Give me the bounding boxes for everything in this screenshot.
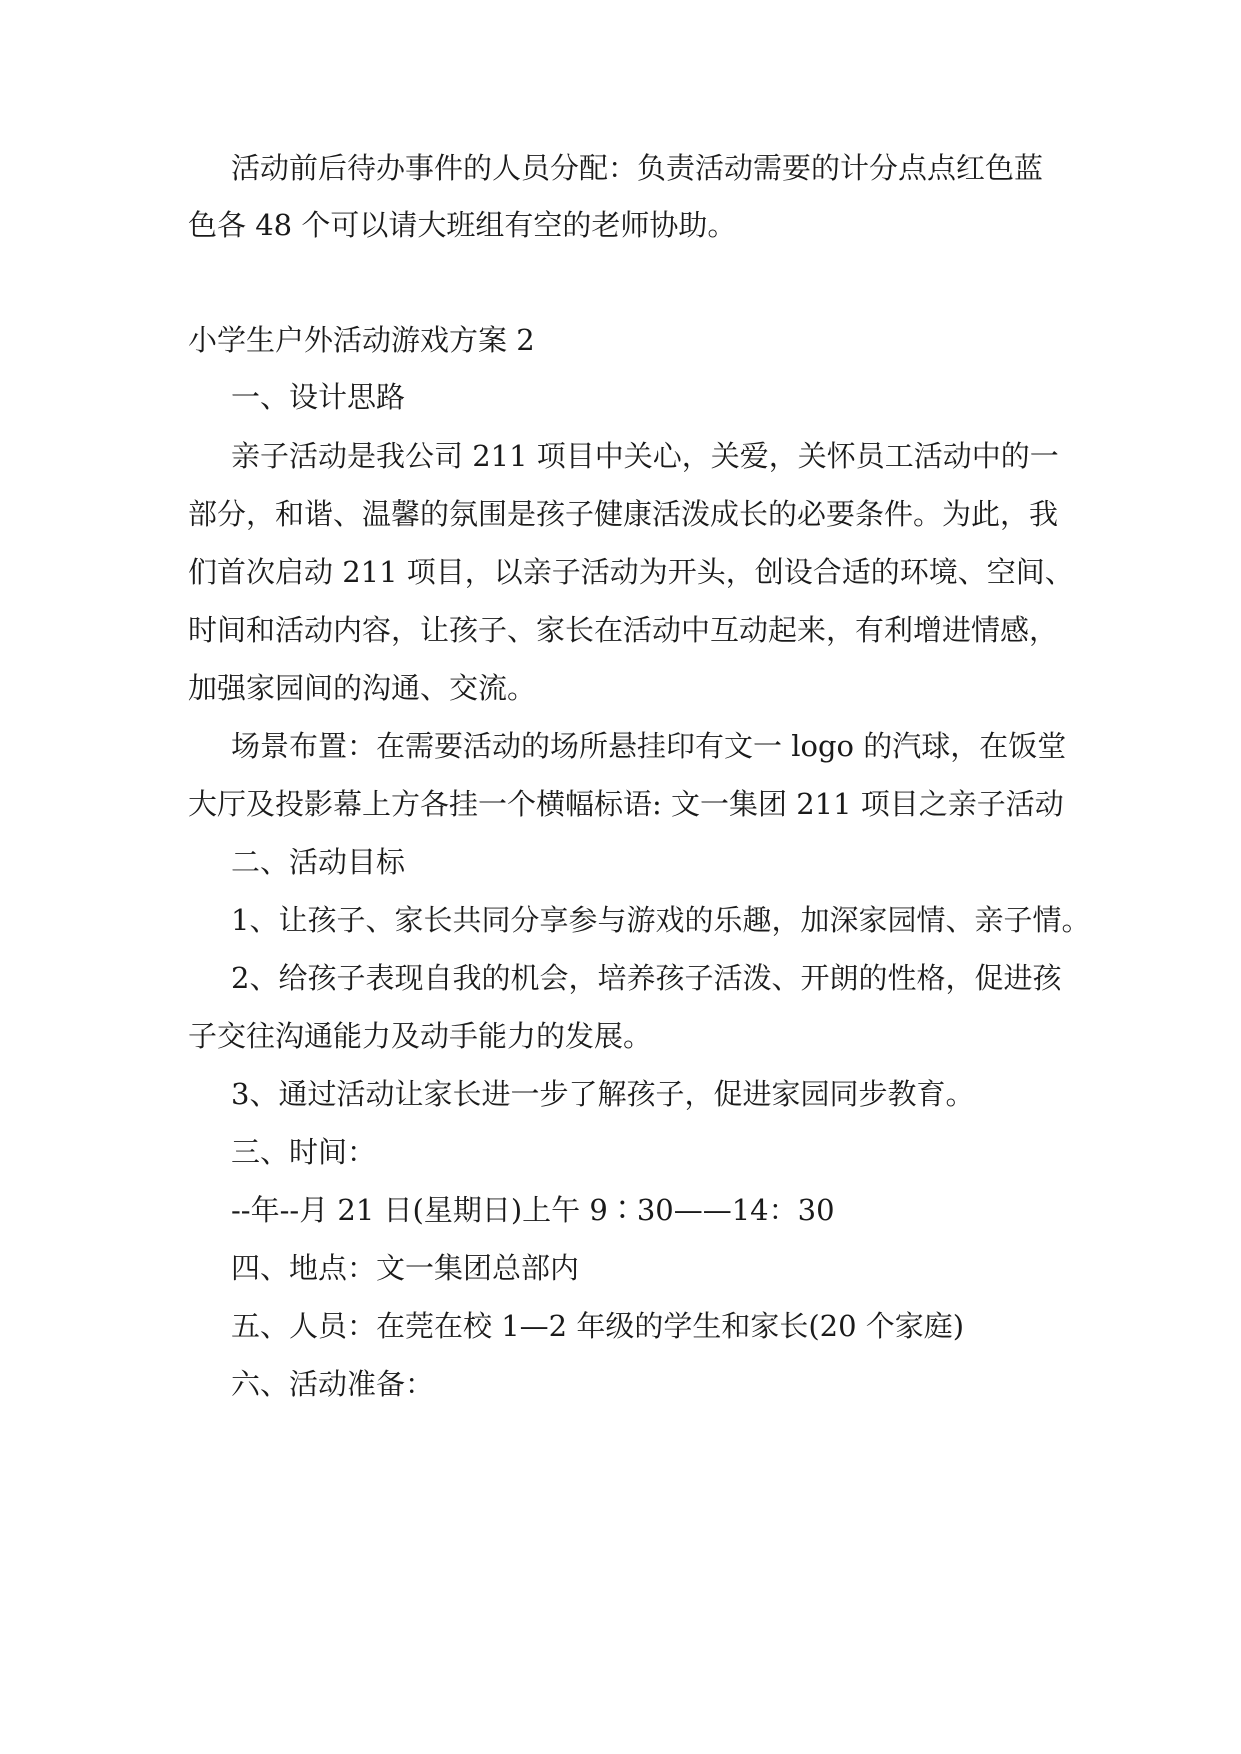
heading-time: 三、时间：: [231, 1135, 377, 1169]
body-text-line: 时间和活动内容，让孩子、家长在活动中互动起来，有利增进情感，: [188, 613, 1059, 647]
heading-activity-goals: 二、活动目标: [231, 845, 406, 879]
body-text-line: 亲子活动是我公司 211 项目中关心，关爱，关怀员工活动中的一: [231, 439, 1059, 473]
body-text-line: 活动前后待办事件的人员分配：负责活动需要的计分点点红色蓝: [231, 151, 1044, 185]
body-text-line: 加强家园间的沟通、交流。: [188, 671, 537, 705]
body-text-line: 们首次启动 211 项目，以亲子活动为开头，创设合适的环境、空间、: [188, 555, 1074, 589]
list-item-continuation: 子交往沟通能力及动手能力的发展。: [188, 1019, 653, 1053]
body-text-line: 色各 48 个可以请大班组有空的老师协助。: [188, 208, 737, 242]
list-item: 3、通过活动让家长进一步了解孩子，促进家园同步教育。: [231, 1077, 975, 1111]
heading-preparation: 六、活动准备：: [231, 1367, 435, 1401]
section-title: 小学生户外活动游戏方案 2: [188, 323, 535, 357]
heading-design-idea: 一、设计思路: [231, 380, 406, 414]
heading-participants: 五、人员：在莞在校 1—2 年级的学生和家长(20 个家庭): [231, 1309, 965, 1343]
body-text-line: 大厅及投影幕上方各挂一个横幅标语: 文一集团 211 项目之亲子活动: [188, 787, 1064, 821]
list-item: 1、让孩子、家长共同分享参与游戏的乐趣，加深家园情、亲子情。: [231, 903, 1091, 937]
list-item: 2、给孩子表现自我的机会，培养孩子活泼、开朗的性格，促进孩: [231, 961, 1062, 995]
body-text-line: 部分，和谐、温馨的氛围是孩子健康活泼成长的必要条件。为此，我: [188, 497, 1059, 531]
body-text-line: 场景布置：在需要活动的场所悬挂印有文一 logo 的汽球，在饭堂: [231, 729, 1067, 763]
time-detail: --年--月 21 日(星期日)上午 9∶30——14：30: [231, 1193, 835, 1227]
heading-location: 四、地点：文一集团总部内: [231, 1251, 580, 1285]
